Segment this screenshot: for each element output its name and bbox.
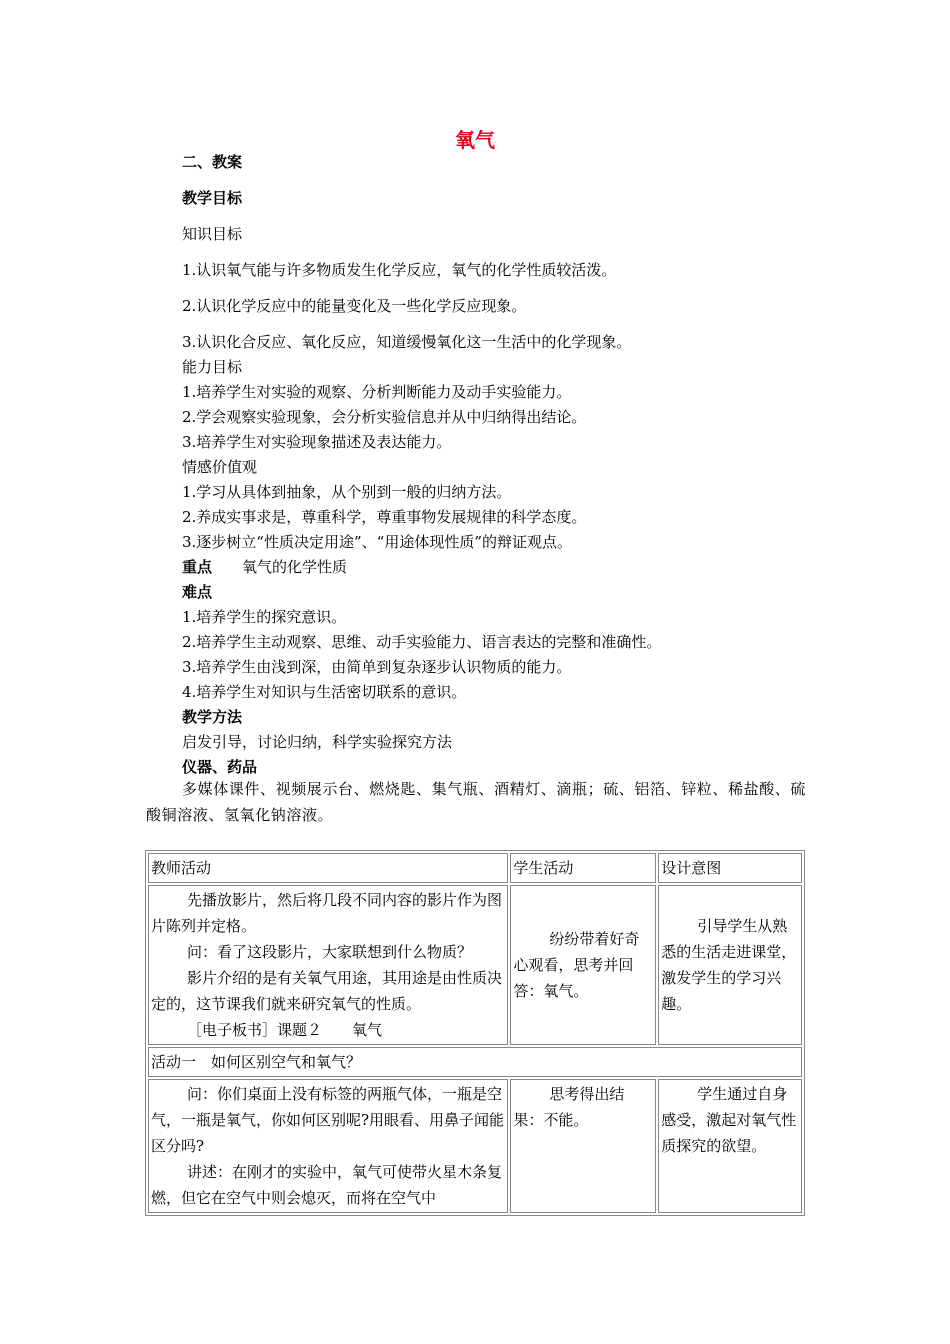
emotion-item: 1.学习从具体到抽象，从个别到一般的归纳方法。 [182, 483, 512, 501]
knowledge-item: 2.认识化学反应中的能量变化及一些化学反应现象。 [182, 297, 527, 315]
key-point-text: 氧气的化学性质 [242, 558, 348, 576]
emotion-item: 2.养成实事求是，尊重科学，尊重事物发展规律的科学态度。 [182, 508, 587, 526]
header-teacher: 教师活动 [148, 853, 508, 883]
equipment-heading: 仪器、药品 [182, 758, 258, 776]
board-text [151, 1017, 505, 1043]
teacher-cell [148, 885, 508, 1045]
ability-item: 1.培养学生对实验的观察、分析判断能力及动手实验能力。 [182, 383, 572, 401]
emotion-heading: 情感价值观 [182, 458, 258, 476]
teacher-text: 问：看了这段影片，大家联想到什么物质？ [187, 943, 473, 961]
ability-heading: 能力目标 [182, 358, 243, 376]
board-topic: 氧气 [352, 1021, 383, 1039]
student-text: 思考得出结果：不能。 [513, 1085, 625, 1129]
difficulty-item: 2.培养学生主动观察、思维、动手实验能力、语言表达的完整和准确性。 [182, 633, 662, 651]
intent-text: 学生通过自身感受，激起对氧气性质探究的欲望。 [661, 1085, 797, 1155]
teacher-text: 影片介绍的是有关氧气用途，其用途是由性质决定的，这节课我们就来研究氧气的性质。 [151, 969, 503, 1013]
knowledge-item: 3.认识化合反应、氧化反应，知道缓慢氧化这一生活中的化学现象。 [182, 333, 632, 351]
table-row [148, 885, 802, 1045]
teacher-text: 讲述：在刚才的实验中，氧气可使带火星木条复燃，但它在空气中则会熄灭，而将在空气中 [151, 1163, 503, 1207]
method-heading: 教学方法 [182, 708, 243, 726]
teacher-text: 问：你们桌面上没有标签的两瓶气体，一瓶是空气，一瓶是氧气，你如何区别呢?用眼看、用鼻子闻能区分吗? [151, 1085, 505, 1155]
table-header-row [148, 853, 802, 883]
goals-heading: 教学目标 [182, 189, 243, 207]
ability-item: 2.学会观察实验现象，会分析实验信息并从中归纳得出结论。 [182, 408, 587, 426]
knowledge-heading: 知识目标 [182, 225, 243, 243]
student-text: 纷纷带着好奇心观看，思考并回答：氧气。 [513, 930, 640, 1000]
board-label: ［电子板书］课题２ [187, 1021, 323, 1039]
lesson-table [145, 850, 805, 1216]
key-point-label: 重点 [182, 558, 213, 576]
header-student: 学生活动 [510, 853, 656, 883]
table-row [148, 1079, 802, 1213]
method-text: 启发引导，讨论归纳，科学实验探究方法 [182, 733, 453, 751]
difficulty-heading: 难点 [182, 583, 213, 601]
activity-row [148, 1047, 802, 1077]
header-intent: 设计意图 [658, 853, 802, 883]
intent-cell [658, 885, 802, 1045]
emotion-item: 3.逐步树立“性质决定用途”、“用途体现性质”的辩证观点。 [182, 533, 572, 551]
intent-cell [658, 1079, 802, 1213]
student-cell [510, 885, 656, 1045]
difficulty-item: 3.培养学生由浅到深，由简单到复杂逐步认识物质的能力。 [182, 658, 572, 676]
key-point-line [182, 557, 347, 577]
knowledge-item: 1.认识氧气能与许多物质发生化学反应，氧气的化学性质较活泼。 [182, 261, 617, 279]
intent-text: 引导学生从熟悉的生活走进课堂，激发学生的学习兴趣。 [661, 917, 797, 1013]
section-heading: 二、教案 [182, 153, 243, 171]
ability-item: 3.培养学生对实验现象描述及表达能力。 [182, 433, 452, 451]
teacher-text: 先播放影片，然后将几段不同内容的影片作为图片陈列并定格。 [151, 891, 503, 935]
difficulty-item: 1.培养学生的探究意识。 [182, 608, 347, 626]
equipment-text: 多媒体课件、视频展示台、燃烧匙、集气瓶、酒精灯、滴瓶；硫、铝箔、锌粒、稀盐酸、硫酸铜溶液、氢氧化钠溶液。 [146, 780, 807, 824]
difficulty-item: 4.培养学生对知识与生活密切联系的意识。 [182, 683, 467, 701]
document-title: 氧气 [455, 128, 495, 152]
student-cell [510, 1079, 656, 1213]
teacher-cell [148, 1079, 508, 1213]
activity-title: 活动一 如何区别空气和氧气？ [148, 1047, 802, 1077]
